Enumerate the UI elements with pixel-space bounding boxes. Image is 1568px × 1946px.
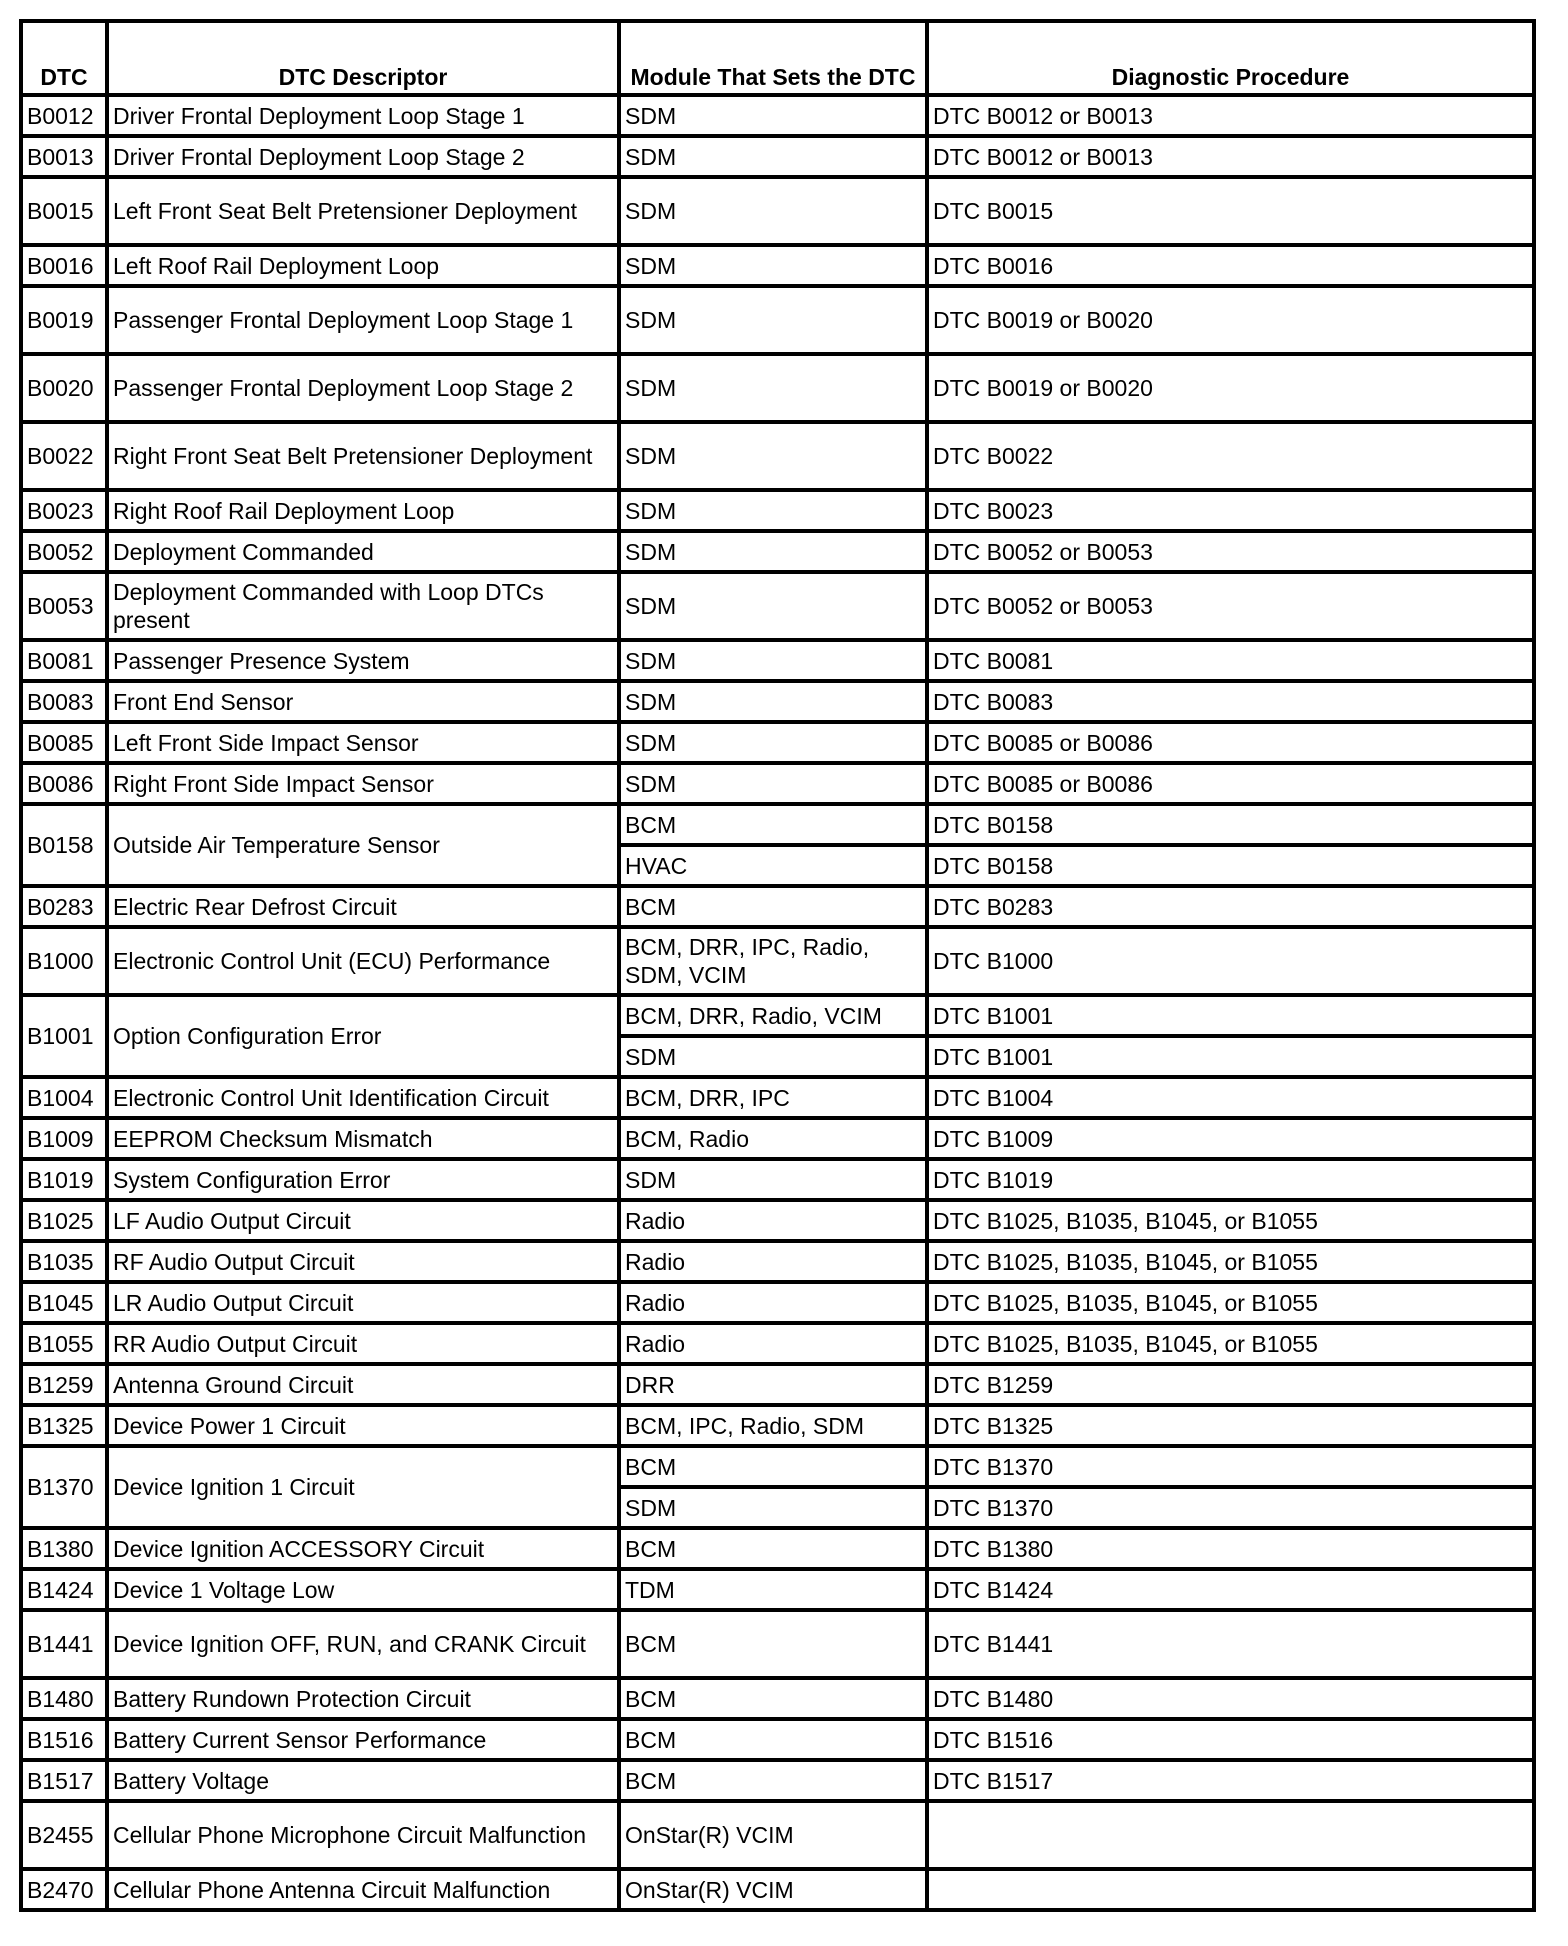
- dtc-descriptor-cell: System Configuration Error: [109, 1161, 617, 1198]
- dtc-code-cell: B0083: [23, 683, 105, 720]
- procedure-cell: [929, 1871, 1532, 1908]
- dtc-code-cell: B1009: [23, 1120, 105, 1157]
- module-cell: SDM: [621, 1038, 925, 1075]
- dtc-code-cell: B1380: [23, 1530, 105, 1567]
- dtc-descriptor-cell: Battery Rundown Protection Circuit: [109, 1680, 617, 1717]
- procedure-cell: DTC B1517: [929, 1762, 1532, 1799]
- table-row: [23, 1871, 1532, 1908]
- module-cell: TDM: [621, 1571, 925, 1608]
- table-row: [23, 247, 1532, 284]
- dtc-code-cell: B1019: [23, 1161, 105, 1198]
- table-row: [23, 1680, 1532, 1717]
- module-cell: SDM: [621, 179, 925, 243]
- module-cell: SDM: [621, 765, 925, 802]
- module-cell: BCM, Radio: [621, 1120, 925, 1157]
- module-cell: SDM: [621, 97, 925, 134]
- dtc-descriptor-cell: Driver Frontal Deployment Loop Stage 1: [109, 97, 617, 134]
- module-cell: SDM: [621, 138, 925, 175]
- table-row: [23, 138, 1532, 175]
- procedure-cell: DTC B0083: [929, 683, 1532, 720]
- dtc-descriptor-cell: LR Audio Output Circuit: [109, 1284, 617, 1321]
- table-row: [23, 1325, 1532, 1362]
- module-cell: BCM: [621, 1448, 925, 1485]
- table-row: [23, 533, 1532, 570]
- dtc-code-cell: B1480: [23, 1680, 105, 1717]
- table-body: [23, 97, 1532, 1908]
- table-row: [23, 1366, 1532, 1403]
- module-cell: BCM: [621, 1721, 925, 1758]
- table-row: [23, 1721, 1532, 1758]
- dtc-descriptor-cell: Battery Voltage: [109, 1762, 617, 1799]
- module-cell: OnStar(R) VCIM: [621, 1803, 925, 1867]
- procedure-cell: DTC B1325: [929, 1407, 1532, 1444]
- dtc-descriptor-cell: Passenger Presence System: [109, 642, 617, 679]
- module-cell: BCM, DRR, Radio, VCIM: [621, 997, 925, 1034]
- dtc-descriptor-cell: Cellular Phone Antenna Circuit Malfunction: [109, 1871, 617, 1908]
- header-descriptor: DTC Descriptor: [109, 23, 617, 93]
- dtc-code-cell: B0158: [23, 806, 105, 884]
- dtc-descriptor-cell: Device 1 Voltage Low: [109, 1571, 617, 1608]
- dtc-descriptor-cell: Antenna Ground Circuit: [109, 1366, 617, 1403]
- dtc-code-cell: B1045: [23, 1284, 105, 1321]
- table-row: [23, 1762, 1532, 1799]
- procedure-cell: DTC B0283: [929, 888, 1532, 925]
- table-row: [23, 424, 1532, 488]
- table-row: [23, 1120, 1532, 1157]
- dtc-code-cell: B0086: [23, 765, 105, 802]
- module-cell: SDM: [621, 642, 925, 679]
- dtc-code-cell: B0013: [23, 138, 105, 175]
- table-row: [23, 1407, 1532, 1444]
- dtc-code-cell: B1000: [23, 929, 105, 993]
- table-row: [23, 1079, 1532, 1116]
- header-module: Module That Sets the DTC: [621, 23, 925, 93]
- dtc-code-cell: B1035: [23, 1243, 105, 1280]
- procedure-cell: DTC B1001: [929, 1038, 1532, 1075]
- procedure-cell: DTC B1004: [929, 1079, 1532, 1116]
- module-cell: SDM: [621, 424, 925, 488]
- module-cell: Radio: [621, 1243, 925, 1280]
- table-row: [23, 288, 1532, 352]
- dtc-code-cell: B0053: [23, 574, 105, 638]
- procedure-cell: DTC B1025, B1035, B1045, or B1055: [929, 1243, 1532, 1280]
- module-cell: Radio: [621, 1284, 925, 1321]
- procedure-cell: DTC B1000: [929, 929, 1532, 993]
- dtc-descriptor-cell: Right Roof Rail Deployment Loop: [109, 492, 617, 529]
- table-row: [23, 929, 1532, 993]
- dtc-descriptor-cell: Option Configuration Error: [109, 997, 617, 1075]
- module-cell: SDM: [621, 533, 925, 570]
- table-row: [23, 1202, 1532, 1239]
- procedure-cell: DTC B0019 or B0020: [929, 288, 1532, 352]
- dtc-descriptor-cell: Passenger Frontal Deployment Loop Stage 1: [109, 288, 617, 352]
- header-procedure: Diagnostic Procedure: [929, 23, 1532, 93]
- module-cell: Radio: [621, 1325, 925, 1362]
- procedure-cell: DTC B0085 or B0086: [929, 765, 1532, 802]
- dtc-code-cell: B1370: [23, 1448, 105, 1526]
- procedure-cell: DTC B0052 or B0053: [929, 533, 1532, 570]
- dtc-code-cell: B0081: [23, 642, 105, 679]
- dtc-descriptor-cell: EEPROM Checksum Mismatch: [109, 1120, 617, 1157]
- module-cell: HVAC: [621, 847, 925, 884]
- module-cell: SDM: [621, 1489, 925, 1526]
- procedure-cell: DTC B1370: [929, 1448, 1532, 1485]
- table-row: [23, 724, 1532, 761]
- procedure-cell: DTC B1516: [929, 1721, 1532, 1758]
- procedure-cell: DTC B1025, B1035, B1045, or B1055: [929, 1202, 1532, 1239]
- table-row: [23, 765, 1532, 802]
- table-row: [23, 1571, 1532, 1608]
- procedure-cell: DTC B1001: [929, 997, 1532, 1034]
- dtc-code-cell: B0052: [23, 533, 105, 570]
- dtc-descriptor-cell: RR Audio Output Circuit: [109, 1325, 617, 1362]
- module-cell: DRR: [621, 1366, 925, 1403]
- dtc-code-cell: B0019: [23, 288, 105, 352]
- dtc-code-cell: B1517: [23, 1762, 105, 1799]
- dtc-descriptor-cell: Deployment Commanded with Loop DTCs present: [109, 574, 617, 638]
- dtc-code-cell: B0015: [23, 179, 105, 243]
- table-row: [23, 1612, 1532, 1676]
- module-cell: BCM: [621, 1612, 925, 1676]
- dtc-descriptor-cell: Left Front Side Impact Sensor: [109, 724, 617, 761]
- header-row: [23, 23, 1532, 93]
- dtc-descriptor-cell: Front End Sensor: [109, 683, 617, 720]
- dtc-descriptor-cell: Device Ignition 1 Circuit: [109, 1448, 617, 1526]
- dtc-descriptor-cell: Left Roof Rail Deployment Loop: [109, 247, 617, 284]
- dtc-code-cell: B1004: [23, 1079, 105, 1116]
- procedure-cell: DTC B1480: [929, 1680, 1532, 1717]
- procedure-cell: DTC B0023: [929, 492, 1532, 529]
- dtc-code-cell: B2455: [23, 1803, 105, 1867]
- procedure-cell: DTC B0052 or B0053: [929, 574, 1532, 638]
- table-row: [23, 683, 1532, 720]
- dtc-code-cell: B0283: [23, 888, 105, 925]
- table-row: [23, 492, 1532, 529]
- dtc-code-cell: B0016: [23, 247, 105, 284]
- module-cell: OnStar(R) VCIM: [621, 1871, 925, 1908]
- dtc-descriptor-cell: Device Power 1 Circuit: [109, 1407, 617, 1444]
- table-row: [23, 1161, 1532, 1198]
- dtc-code-cell: B1001: [23, 997, 105, 1075]
- dtc-descriptor-cell: Electric Rear Defrost Circuit: [109, 888, 617, 925]
- procedure-cell: DTC B1019: [929, 1161, 1532, 1198]
- dtc-code-cell: B0023: [23, 492, 105, 529]
- table-row: [23, 806, 1532, 843]
- module-cell: BCM: [621, 1762, 925, 1799]
- table-row: [23, 1530, 1532, 1567]
- procedure-cell: DTC B1441: [929, 1612, 1532, 1676]
- procedure-cell: DTC B0085 or B0086: [929, 724, 1532, 761]
- module-cell: SDM: [621, 247, 925, 284]
- procedure-cell: [929, 1803, 1532, 1867]
- module-cell: Radio: [621, 1202, 925, 1239]
- module-cell: SDM: [621, 288, 925, 352]
- dtc-descriptor-cell: Electronic Control Unit (ECU) Performance: [109, 929, 617, 993]
- procedure-cell: DTC B1025, B1035, B1045, or B1055: [929, 1284, 1532, 1321]
- procedure-cell: DTC B1009: [929, 1120, 1532, 1157]
- module-cell: SDM: [621, 356, 925, 420]
- procedure-cell: DTC B0019 or B0020: [929, 356, 1532, 420]
- procedure-cell: DTC B0015: [929, 179, 1532, 243]
- dtc-descriptor-cell: Cellular Phone Microphone Circuit Malfunction: [109, 1803, 617, 1867]
- table-row: [23, 642, 1532, 679]
- dtc-descriptor-cell: Device Ignition ACCESSORY Circuit: [109, 1530, 617, 1567]
- dtc-code-cell: B1516: [23, 1721, 105, 1758]
- module-cell: BCM: [621, 888, 925, 925]
- dtc-descriptor-cell: Left Front Seat Belt Pretensioner Deployment: [109, 179, 617, 243]
- procedure-cell: DTC B0022: [929, 424, 1532, 488]
- dtc-code-cell: B0085: [23, 724, 105, 761]
- module-cell: BCM: [621, 806, 925, 843]
- dtc-descriptor-cell: Passenger Frontal Deployment Loop Stage 2: [109, 356, 617, 420]
- dtc-code-cell: B0012: [23, 97, 105, 134]
- dtc-descriptor-cell: Deployment Commanded: [109, 533, 617, 570]
- module-cell: SDM: [621, 492, 925, 529]
- procedure-cell: DTC B0016: [929, 247, 1532, 284]
- procedure-cell: DTC B0158: [929, 806, 1532, 843]
- dtc-descriptor-cell: Electronic Control Unit Identification Circuit: [109, 1079, 617, 1116]
- table-header: [23, 23, 1532, 93]
- table-row: [23, 888, 1532, 925]
- dtc-descriptor-cell: Driver Frontal Deployment Loop Stage 2: [109, 138, 617, 175]
- dtc-descriptor-cell: RF Audio Output Circuit: [109, 1243, 617, 1280]
- module-cell: BCM, IPC, Radio, SDM: [621, 1407, 925, 1444]
- table-row: [23, 1243, 1532, 1280]
- dtc-code-cell: B1025: [23, 1202, 105, 1239]
- procedure-cell: DTC B1380: [929, 1530, 1532, 1567]
- module-cell: BCM: [621, 1530, 925, 1567]
- procedure-cell: DTC B0012 or B0013: [929, 138, 1532, 175]
- table-row: [23, 97, 1532, 134]
- dtc-code-cell: B1325: [23, 1407, 105, 1444]
- dtc-code-cell: B1055: [23, 1325, 105, 1362]
- dtc-descriptor-cell: Device Ignition OFF, RUN, and CRANK Circuit: [109, 1612, 617, 1676]
- table-row: [23, 574, 1532, 638]
- dtc-descriptor-cell: Right Front Side Impact Sensor: [109, 765, 617, 802]
- procedure-cell: DTC B1025, B1035, B1045, or B1055: [929, 1325, 1532, 1362]
- dtc-table: [19, 19, 1536, 1912]
- module-cell: SDM: [621, 574, 925, 638]
- procedure-cell: DTC B0081: [929, 642, 1532, 679]
- procedure-cell: DTC B1424: [929, 1571, 1532, 1608]
- module-cell: SDM: [621, 724, 925, 761]
- dtc-descriptor-cell: Right Front Seat Belt Pretensioner Deployment: [109, 424, 617, 488]
- module-cell: BCM: [621, 1680, 925, 1717]
- module-cell: BCM, DRR, IPC: [621, 1079, 925, 1116]
- table-row: [23, 1284, 1532, 1321]
- dtc-code-cell: B1259: [23, 1366, 105, 1403]
- module-cell: SDM: [621, 683, 925, 720]
- dtc-code-cell: B1424: [23, 1571, 105, 1608]
- procedure-cell: DTC B0012 or B0013: [929, 97, 1532, 134]
- procedure-cell: DTC B1370: [929, 1489, 1532, 1526]
- dtc-code-cell: B1441: [23, 1612, 105, 1676]
- table-row: [23, 997, 1532, 1034]
- module-cell: BCM, DRR, IPC, Radio, SDM, VCIM: [621, 929, 925, 993]
- procedure-cell: DTC B0158: [929, 847, 1532, 884]
- header-dtc: DTC: [23, 23, 105, 93]
- dtc-descriptor-cell: LF Audio Output Circuit: [109, 1202, 617, 1239]
- table-row: [23, 1803, 1532, 1867]
- procedure-cell: DTC B1259: [929, 1366, 1532, 1403]
- dtc-code-cell: B0020: [23, 356, 105, 420]
- module-cell: SDM: [621, 1161, 925, 1198]
- table-row: [23, 356, 1532, 420]
- table-row: [23, 179, 1532, 243]
- table-row: [23, 1448, 1532, 1485]
- dtc-descriptor-cell: Battery Current Sensor Performance: [109, 1721, 617, 1758]
- dtc-code-cell: B2470: [23, 1871, 105, 1908]
- dtc-descriptor-cell: Outside Air Temperature Sensor: [109, 806, 617, 884]
- dtc-code-cell: B0022: [23, 424, 105, 488]
